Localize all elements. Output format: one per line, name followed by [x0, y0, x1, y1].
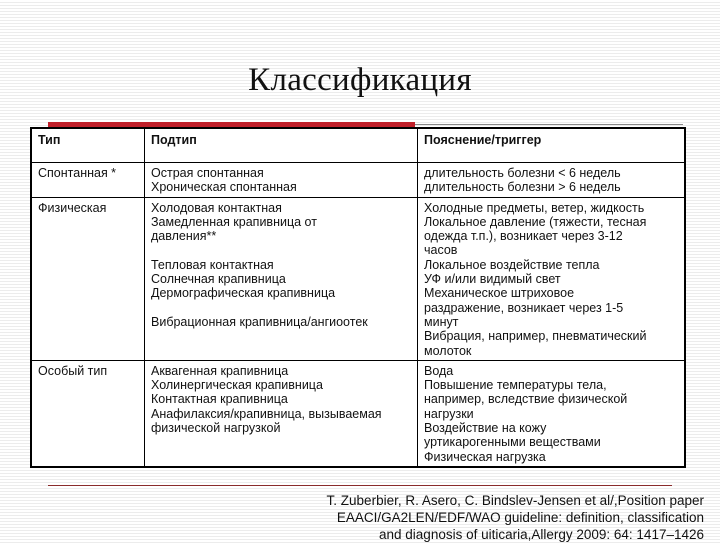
trigger-cell: [418, 163, 686, 198]
trigger-line: Физическая нагрузка: [424, 449, 546, 464]
trigger-line: УФ и/или видимый свет: [424, 272, 561, 287]
subtype-line: Вибрационная крапивница/ангиоотек: [151, 314, 368, 329]
type-cell: Физическая: [31, 197, 145, 360]
type-cell: Особый тип: [31, 360, 145, 467]
subtype-line: физической нагрузкой: [151, 421, 281, 436]
trigger-line: молоток: [424, 343, 472, 358]
trigger-line: минут: [424, 314, 459, 329]
title-accent-line: [415, 124, 683, 125]
classification-table: [30, 127, 686, 468]
header-trigger: Пояснение/триггер: [418, 128, 686, 163]
subtype-line: [151, 301, 411, 315]
footer-divider: [48, 485, 672, 486]
header-subtype: Подтип: [145, 128, 418, 163]
subtype-line: Аквагенная крапивница: [151, 363, 289, 378]
trigger-line: Вибрация, например, пневматический: [424, 329, 647, 344]
trigger-line: Повышение температуры тела,: [424, 378, 607, 393]
trigger-line: Вода: [424, 363, 454, 378]
subtype-line: давления**: [151, 229, 217, 244]
trigger-line: длительность болезни > 6 недель: [424, 180, 621, 195]
subtype-line: Замедленная крапивница от: [151, 214, 317, 229]
reference-line: T. Zuberbier, R. Asero, C. Bindslev-Jensen et al/,Position paper: [326, 493, 704, 508]
subtype-line: Контактная крапивница: [151, 392, 288, 407]
trigger-cell: [418, 360, 686, 467]
subtype-cell: [145, 360, 418, 467]
subtype-line: [151, 243, 411, 257]
subtype-line: Дермографическая крапивница: [151, 286, 336, 301]
table-header-row: [31, 128, 685, 163]
subtype-line: Острая спонтанная: [151, 166, 264, 180]
subtype-line: Холодовая контактная: [151, 200, 282, 215]
subtype-line: Хроническая спонтанная: [151, 180, 297, 195]
trigger-line: раздражение, возникает через 1-5: [424, 300, 624, 315]
trigger-line: Воздействие на кожу: [424, 421, 547, 436]
reference-line: EAACI/GA2LEN/EDF/WAO guideline: definition, classification: [336, 510, 704, 525]
trigger-line: например, вследствие физической: [424, 392, 628, 407]
trigger-cell: [418, 197, 686, 360]
trigger-line: одежда т.п.), возникает через 3-12: [424, 229, 623, 244]
subtype-line: Холинергическая крапивница: [151, 378, 323, 393]
reference-line: and diagnosis of uiticaria,Allergy 2009: 64: 1417–1426: [379, 527, 704, 542]
trigger-line: длительность болезни < 6 недель: [424, 166, 621, 180]
reference-citation: [327, 492, 704, 543]
subtype-cell: [145, 163, 418, 198]
trigger-line: Локальное давление (тяжести, тесная: [424, 214, 647, 229]
trigger-line: нагрузки: [424, 406, 474, 421]
trigger-line: Механическое штриховое: [424, 286, 575, 301]
subtype-line: Тепловая контактная: [151, 257, 274, 272]
subtype-cell: [145, 197, 418, 360]
subtype-line: Анафилаксия/крапивница, вызываемая: [151, 406, 382, 421]
slide-title: Классификация: [248, 62, 472, 98]
trigger-line: уртикарогенными веществами: [424, 435, 601, 450]
table-row: [31, 197, 685, 360]
header-type: Тип: [31, 128, 145, 163]
trigger-line: Локальное воздействие тепла: [424, 257, 600, 272]
type-cell: Спонтанная *: [31, 163, 145, 198]
trigger-line: Холодные предметы, ветер, жидкость: [424, 200, 645, 215]
table-row: [31, 360, 685, 467]
subtype-line: Солнечная крапивница: [151, 272, 286, 287]
table-row: [31, 163, 685, 198]
trigger-line: часов: [424, 243, 458, 258]
